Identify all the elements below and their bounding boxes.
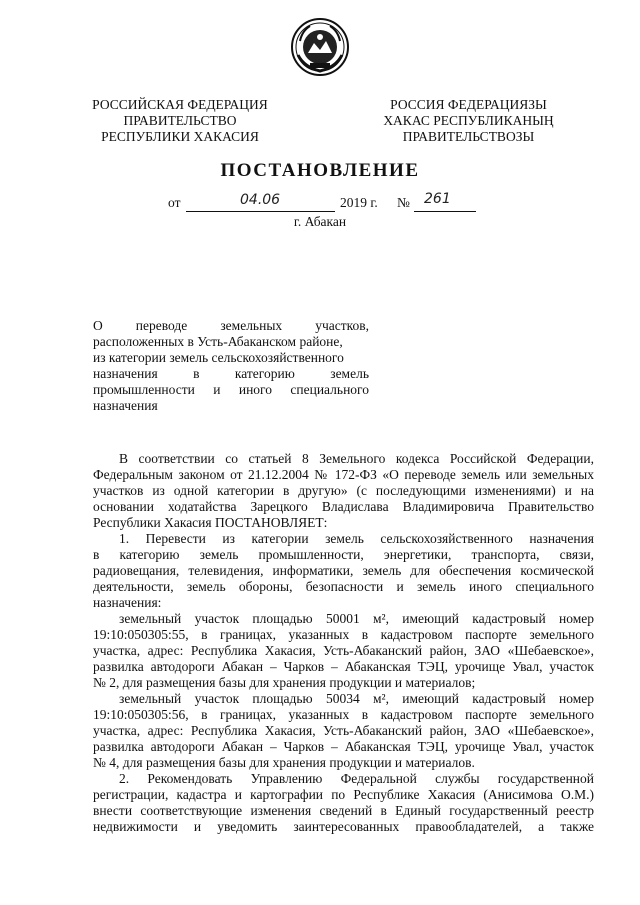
- body-line: земельный участок площадью 50001 м², имеющий кадастровый номер: [119, 611, 594, 626]
- body-line: назначения:: [93, 595, 162, 610]
- body-line: развилка автодороги Абакан – Чарков – Абаканская ТЭЦ, урочище Увал, участок: [93, 659, 594, 674]
- body-line: Федеральным законом от 21.12.2004 № 172-ФЗ «О переводе земель или земельных: [93, 467, 594, 482]
- subject-line: из категории земель сельскохозяйственного: [93, 350, 344, 365]
- subject-line: О переводе земельных участков,: [93, 318, 369, 333]
- body-line: 19:10:050305:56, в границах, указанных в кадастровом паспорте земельного: [93, 707, 594, 722]
- subject-line: расположенных в Усть-Абаканском районе,: [93, 334, 343, 349]
- header-left: [90, 97, 270, 145]
- number-handwritten: 261: [424, 191, 451, 207]
- body-line: участка, адрес: Республика Хакасия, Усть-Абаканский район, ЗАО «Шебаевское»,: [93, 723, 594, 738]
- body-line: деятельности, земель обороны, безопасности и земель иного специального: [93, 579, 594, 594]
- header-left-line: РЕСПУБЛИКИ ХАКАСИЯ: [101, 129, 259, 144]
- body-line: в категорию земель промышленности, энергетики, транспорта, связи,: [93, 547, 594, 562]
- body-line: № 2, для размещения базы для хранения продукции и материалов;: [93, 675, 476, 690]
- date-handwritten: 04.06: [240, 192, 281, 208]
- body-line: основании ходатайства Зарецкого Владислава Владимировича Правительство: [93, 499, 594, 514]
- body-line: внести соответствующие изменения сведений в Единый государственный реестр: [93, 803, 594, 818]
- header-left-line: ПРАВИТЕЛЬСТВО: [123, 113, 237, 128]
- city: г. Абакан: [293, 214, 347, 229]
- date-year: 2019 г.: [340, 195, 378, 210]
- body-line: радиовещания, телевидения, информатики, земель для обеспечения космической: [93, 563, 594, 578]
- subject-line: назначения в категорию земель: [93, 366, 369, 381]
- body-line: развилка автодороги Абакан – Чарков – Абаканская ТЭЦ, урочище Увал, участок: [93, 739, 594, 754]
- date-prefix: от: [168, 195, 181, 210]
- header-left-line: РОССИЙСКАЯ ФЕДЕРАЦИЯ: [92, 97, 268, 112]
- coat-of-arms-emblem: [290, 17, 350, 77]
- subject-line: назначения: [93, 398, 158, 413]
- body-line: Республики Хакасия ПОСТАНОВЛЯЕТ:: [93, 515, 328, 530]
- header-right-line: ХАКАС РЕСПУБЛИКАНЫҢ: [383, 113, 554, 128]
- body-line: земельный участок площадью 50034 м², имеющий кадастровый номер: [119, 691, 594, 706]
- number-label: №: [397, 195, 410, 210]
- body-line: 1. Перевести из категории земель сельскохозяйственного назначения: [119, 531, 594, 546]
- body-text: [93, 451, 594, 835]
- body-line: № 4, для размещения базы для хранения продукции и материалов.: [93, 755, 475, 770]
- header-right-line: ПРАВИТЕЛЬСТВОЗЫ: [402, 129, 535, 144]
- body-line: недвижимости и уведомить заинтересованных правообладателей, а также: [93, 819, 594, 834]
- header-right: [376, 97, 561, 145]
- subject-line: промышленности и иного специального: [93, 382, 369, 397]
- body-line: участков из одной категории в другую» (с последующими изменениями) и на: [93, 483, 594, 498]
- header-right-line: РОССИЯ ФЕДЕРАЦИЯЗЫ: [390, 97, 547, 112]
- body-line: регистрации, кадастра и картографии по Республике Хакасия (Анисимова О.М.): [93, 787, 594, 802]
- body-line: 2. Рекомендовать Управлению Федеральной службы государственной: [119, 771, 594, 786]
- body-line: участка, адрес: Республика Хакасия, Усть-Абаканский район, ЗАО «Шебаевское»,: [93, 643, 594, 658]
- subject-block: [93, 318, 369, 414]
- body-line: 19:10:050305:55, в границах, указанных в кадастровом паспорте земельного: [93, 627, 594, 642]
- document-title: ПОСТАНОВЛЕНИЕ: [220, 160, 420, 181]
- body-line: В соответствии со статьей 8 Земельного кодекса Российской Федерации,: [119, 451, 594, 466]
